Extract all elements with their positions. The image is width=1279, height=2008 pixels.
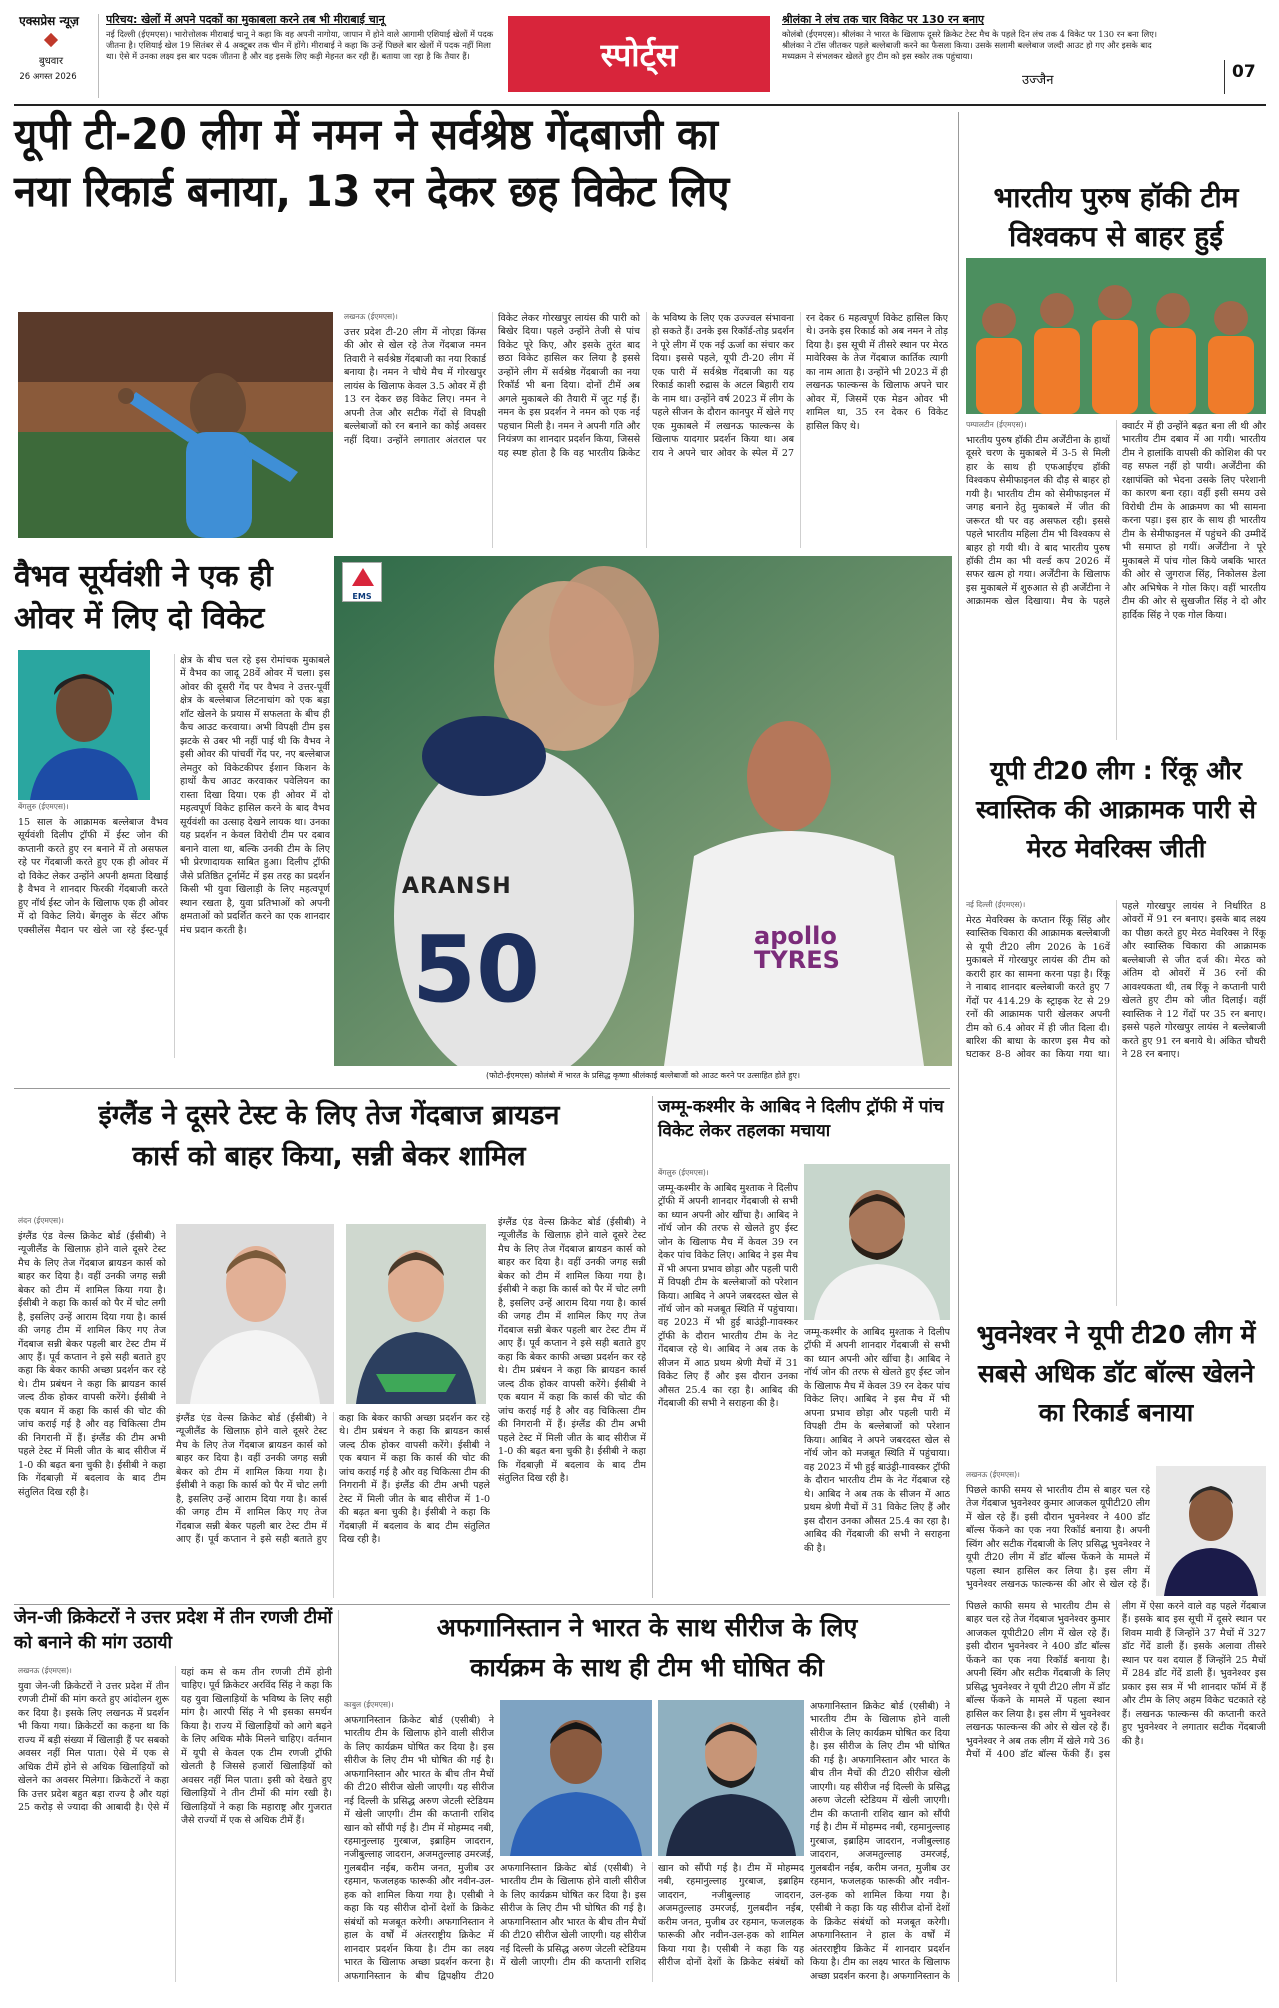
afghan-body-col4 <box>810 1700 950 1982</box>
england-headline-line-1: इंग्लैंड ने दूसरे टेस्ट के लिए तेज गेंदबाज ब्रायडन <box>98 1100 560 1131</box>
england-headline-line-2: कार्स को बाहर किया, सन्नी बेकर शामिल <box>132 1140 526 1172</box>
afghan-player-illustration <box>658 1700 804 1856</box>
jersey-name: ARANSH <box>402 874 512 899</box>
afghan-dateline: काबुल (ईएमएस)। <box>344 1700 394 1709</box>
afghan-text: अफगानिस्तान क्रिकेट बोर्ड (एसीबी) ने भारतीय टीम के खिलाफ होने वाली सीरीज के लिए कार्यक्रम घोषित कर दिया है। इस सीरीज के लिए टीम भी घोषित की गई है। अफगानिस्तान और भारत के बीच तीन मैचों की टी20 सीरीज खेली जाएगी। यह सीरीज नई दिल्ली के प्रसिद्ध अरुण जेटली स्टेडियम में खेली जाएगी। टीम की कप्तानी राशिद खान को सौंपी गई है। टीम में मोहम्मद नबी, रहमानुल्लाह गुरबाज, इब्राहिम जादरान, नजीबुल्लाह जादरान, अजमतुल्लाह उमरजई, गुलबदीन नईब, करीम जनत, मुजीब उर रहमान, फजलहक फारूकी और नवीन-उल-हक को शामिल किया गया है। एसीबी ने कहा कि यह सीरीज दोनों देशों के क्रिकेट संबंधों को मजबूत करेगी। अफगानिस्तान ने हाल के वर्षों में अंतरराष्ट्रीय क्रिकेट में शानदार प्रदर्शन किया है। टीम का लक्ष्य भारत के खिलाफ अच्छा प्रदर्शन करना है। अफगानिस्तान के बीच द्विपक्षीय टी20 <box>344 1714 494 1982</box>
jersey-sponsor: apollo TYRES <box>754 922 840 974</box>
bhuvi-illustration <box>1156 1466 1266 1596</box>
ticker-right-body: कोलंबो (ईएमएस)। श्रीलंका ने भारत के खिलाफ दूसरे क्रिकेट टेस्ट मैच के पहले दिन लंच तक 4 विकेट पर 130 रन बना लिए। श्रीलंका ने टॉस जीतकर पहले बल्लेबाजी करने का फैसला किया। उसके सलामी बल्लेबाज जल्दी आउट हो गए और इसके बाद मध्यक्रम ने संभलकर खेलते हुए टीम को इस स्कोर तक पहुंचाया। <box>782 29 1157 62</box>
bowler-illustration <box>18 312 333 538</box>
city-name: उज्जैन <box>1022 73 1054 88</box>
abid-illustration <box>804 1164 950 1320</box>
bhuvi-text-continued: पिछले काफी समय से भारतीय टीम से बाहर चल रहे तेज गेंदबाज भुवनेश्वर कुमार आजकल यूपीटी20 लीग में खेल रहे हैं। इसी दौरान भुवनेश्वर ने 400 डॉट बॉल्स फेंकने का एक नया रिकॉर्ड बनाया है। अपनी स्विंग और सटीक गेंदबाजी के लिए प्रसिद्ध भुवनेश्वर ने यूपी टी20 लीग में डॉट बॉल्स फेंकने के मामले में पहला स्थान हासिल कर लिया है। इस लीग में भुवनेश्वर लखनऊ फाल्कन्स की ओर से खेल रहे हैं। भुवनेश्वर ने अब तक लीग में खेले गये 36 मैचों में 400 डॉट बॉल्स फेंकी हैं। इस लीग में ऐसा करने वाले वह पहले गेंदबाज हैं। इसके बाद इस सूची में दूसरे स्थान पर शिवम मावी हैं जिन्होंने 37 मैचों में 327 डॉट गेंदें डाली हैं। इसके अलावा तीसरे स्थान पर यश दयाल हैं जिन्होंने 25 मैचों में 284 डॉट गेंदें डाली हैं। भुवनेश्वर इस प्रकार इस सत्र में भी शानदार फॉर्म में हैं और टीम के लिए अहम विकेट चटकाते रहे हैं। लखनऊ फाल्कन्स की कप्तानी करते हुए भुवनेश्वर ने लगातार सटीक गेंदबाजी की है। <box>966 1601 1266 1761</box>
genz-body <box>18 1666 332 1982</box>
baker-illustration <box>346 1224 486 1404</box>
main-story-dateline: लखनऊ (ईएमएस)। <box>344 312 398 321</box>
afghan-photo-2 <box>658 1700 804 1856</box>
england-text-col4: इंग्लैंड एंड वेल्स क्रिकेट बोर्ड (ईसीबी) ने न्यूजीलैंड के खिलाफ़ होने वाले दूसरे टेस्ट मैच के लिए तेज गेंदबाज ब्रायडन कार्स को बाहर कर दिया है। वहीं उनकी जगह सन्नी बेकर को टीम में शामिल किया गया है। ईसीबी ने कहा कि कार्स को पैर में चोट लगी है, इसलिए उन्हें आराम दिया गया है। कार्स की जगह टीम में शामिल किए गए तेज गेंदबाज सन्नी बेकर पहली बार टेस्ट टीम में आए हैं। पूर्व कप्तान ने इसे सही बताते हुए कहा कि बेकर काफी अच्छा प्रदर्शन कर रहे थे। टीम प्रबंधन ने कहा कि ब्रायडन कार्स जल्द ठीक होकर वापसी करेंगे। ईसीबी ने एक बयान में कहा कि कार्स की चोट की जांच कराई गई है और वह चिकित्सा टीम की निगरानी में हैं। इंग्लैंड की टीम अभी पहले टेस्ट में मिली जीत के बाद सीरीज में 1-0 की बढ़त बना चुकी है। ईसीबी ने कहा कि गेंदबाज़ी में बदलाव के बाद टीम संतुलित दिख रही है। <box>498 1217 646 1485</box>
vaibhav-text: 15 साल के आक्रामक बल्लेबाज वैभव सूर्यवंशी दिलीप ट्रॉफी में ईस्ट जोन की कप्तानी करते हुए रन बनाने में तो असफल रहे पर गेंदबाजी करते हुए एक ही ओवर में दो विकेट लेकर उन्होंने अपनी क्षमता दिखाई है वैभव ने शानदार फिरकी गेंदबाजी करते हुए नॉर्थ ईस्ट जोन के खिलाफ एक ही ओवर में दो विकेट लिये। बेंगलुरु के सेंटर ऑफ एक्सीलेंस मैदान पर खेले जा रहे ईस्ट-पूर्व क्षेत्र के बीच चल रहे इस रोमांचक मुकाबले में वैभव का जादू 28वें ओवर में चला। इस ओवर की दूसरी गेंद पर वैभव ने उत्तर-पूर्वी क्षेत्र के बल्लेबाज लिटनाचांग को एक बड़ा शॉट खेलने के प्रयास में सफलता के बीच ही कैच आउट करवाया। अभी विपक्षी टीम इस झटके से उबर भी नहीं पाई थी कि वैभव ने इसी ओवर की पांचवीं गेंद पर, नए बल्लेबाज लेमतुर को विकेटकीपर ईशान किशन के हाथों कैच आउट करवाकर पवेलियन का रास्ता दिखा दिया। एक ही ओवर में दो महत्वपूर्ण विकेट हासिल करने के बाद वैभव सूर्यवंशी का उत्साह देखने लायक था। उनका यह प्रदर्शन न केवल विरोधी टीम पर दबाव बनाने वाला था, बल्कि उनकी टीम के लिए भी प्रेरणादायक साबित हुआ। दिलीप ट्रॉफी जैसे प्रतिष्ठित टूर्नामेंट में इस तरह का प्रदर्शन किसी भी युवा खिलाड़ी के लिए महत्वपूर्ण स्थान रखता है, युवा प्रतिभाओं को अपनी क्षमताओं को प्रदर्शित करने का एक शानदार मंच प्रदान करती है। <box>18 655 330 936</box>
bhuvi-photo <box>1156 1466 1266 1596</box>
abid-text-continued: जम्मू-कश्मीर के आबिद मुश्ताक ने दिलीप ट्रॉफी में अपनी शानदार गेंदबाजी से सभी का ध्यान अपनी ओर खींचा है। आबिद ने नॉर्थ जोन की तरफ से खेलते हुए ईस्ट जोन के खिलाफ मैच में केवल 39 रन देकर पांच विकेट लिए। आबिद ने इस मैच में भी अपना प्रभाव छोड़ा और पहली पारी में विपक्षी टीम के बल्लेबाजों को परेशान किया। आबिद ने अपने जबरदस्त खेल से नॉर्थ जोन को मजबूत स्थिति में पहुंचाया। वह 2023 में भी हुई बाउंड्री-गावस्कर ट्रॉफी के दौरान भारतीय टीम के नेट गेंदबाज रहे थे। आबिद ने अब तक के सीजन में आठ प्रथम श्रेणी मैचों में 31 विकेट लिए हैं और इस दौरान उनका औसत 25.4 का रहा है। आबिद की गेंदबाजी की सभी ने सराहना की है। <box>804 1327 950 1554</box>
section-title: स्पोर्ट्स <box>600 35 678 74</box>
abid-photo <box>804 1164 950 1320</box>
hockey-photo <box>966 258 1266 414</box>
england-photo-carse <box>176 1224 334 1404</box>
afghan-headline-line-1: अफगानिस्तान ने भारत के साथ सीरीज के लिए <box>436 1613 858 1642</box>
afghan-headline <box>344 1608 950 1688</box>
ems-logo-text: EMS <box>352 592 372 601</box>
abid-text: जम्मू-कश्मीर के आबिद मुश्ताक ने दिलीप ट्रॉफी में अपनी शानदार गेंदबाजी से सभी का ध्यान अपनी ओर खींचा है। आबिद ने नॉर्थ जोन की तरफ से खेलते हुए ईस्ट जोन के खिलाफ मैच में केवल 39 रन देकर पांच विकेट लिए। आबिद ने इस मैच में भी अपना प्रभाव छोड़ा और पहली पारी में विपक्षी टीम के बल्लेबाजों को परेशान किया। आबिद ने अपने जबरदस्त खेल से नॉर्थ जोन को मजबूत स्थिति में पहुंचाया। वह 2023 में भी हुई बाउंड्री-गावस्कर ट्रॉफी के दौरान भारतीय टीम के नेट गेंदबाज रहे थे। आबिद ने अब तक के सीजन में आठ प्रथम श्रेणी मैचों में 31 विकेट लिए हैं और इस दौरान उनका औसत 25.4 का रहा है। आबिद की गेंदबाजी की सभी ने सराहना की है। <box>658 1182 798 1410</box>
genz-headline: जेन-जी क्रिकेटरों ने उत्तर प्रदेश में तीन रणजी टीमों को बनाने की मांग उठायी <box>14 1608 333 1653</box>
afghan-photo-1 <box>500 1700 652 1856</box>
rinku-headline: यूपी टी20 लीग : रिंकू और स्वास्तिक की आक्रामक पारी से मेरठ मेवरिक्स जीती <box>976 756 1256 863</box>
england-body-col4 <box>498 1216 646 1598</box>
england-dateline: लंदन (ईएमएस)। <box>18 1216 64 1225</box>
brand-block <box>16 12 86 98</box>
genz-dateline: लखनऊ (ईएमएस)। <box>18 1666 72 1675</box>
main-photo <box>334 556 952 1066</box>
rinku-text: मेरठ मेवरिक्स के कप्तान रिंकू सिंह और स्वास्तिक चिकारा की आक्रामक बल्लेबाजी से यूपी टी20 लीग 2026 के 16वें मुकाबले में गोरखपुर लायंस की टीम को करारी हार का सामना करना पड़ा है। रिंकू ने नाबाद शानदार बल्लेबाजी करते हुए 7 गेंदों पर 414.29 के स्ट्राइक रेट से 29 रनों की आक्रामक पारी खेलकर अपनी टीम को 6.4 ओवर में ही जीत दिला दी। बारिश की बाधा के कारण इस मैच को घटाकर 8-8 ओवर का किया गया था। पहले गोरखपुर लायंस ने निर्धारित 8 ओवरों में 91 रन बनाए। इसके बाद लक्ष्य का पीछा करते हुए मेरठ मेवरिक्स ने रिंकू और स्वास्तिक चिकारा की आक्रामक बल्लेबाजी से जीत दर्ज की। मेरठ को अंतिम दो ओवरों में 36 रनों की आवश्यकता थी, तब रिंकू ने कप्तानी पारी खेलते हुए टीम को जीत दिलाई। वहीं स्वास्तिक ने 12 गेंदों पर 35 रन बनाए। इससे पहले गोरखपुर लायंस ने बल्लेबाजी करते हुए 91 रन बनाये थे। अंकित चौधरी ने 28 रन बनाए। <box>966 901 1266 1061</box>
bhuvi-body-a <box>966 1470 1150 1592</box>
hockey-team-illustration <box>966 258 1266 414</box>
hockey-text: भारतीय पुरुष हॉकी टीम अर्जेंटीना के हाथों दूसरे चरण के मुकाबले में 3-5 से मिली हार के साथ ही एफआईएच हॉकी विश्वकप सेमीफाइनल की दौड़ से बाहर हो गयी है। भारतीय टीम को सेमीफाइनल में जगह बनाने हेतु मुकाबले में जीत की जरूरत थी पर वह असफल रही। इससे पहले भारतीय महिला टीम भी विश्वकप से बाहर हो गयी थी। वे बाद भारतीय पुरुष हॉकी टीम का भी वर्ल्ड कप 2026 में सफर खत्म हो गया। अर्जेंटीना के खिलाफ इस मुकाबले में शुरुआत से ही अर्जेंटीना ने आक्रामक खेल दिखाया। मैच के पहले क्वार्टर में ही उन्होंने बढ़त बना ली थी और भारतीय टीम दबाव में आ गयी। भारतीय टीम ने हालांकि वापसी की कोशिश की पर वह सफल नहीं हो पायी। अर्जेंटीना की रक्षापंक्ति को भेदना उसके लिए परेशानी का कारण बना रहा। वहीं इसी समय उसे विरोधी टीम के आक्रमण का भी सामना करना पड़ा। इस हार के साथ ही भारतीय टीम के सेमीफाइनल में पहुंचने की उम्मीदें भी समाप्त हो गयीं। अर्जेंटीना ने पूरे मुकाबले में पांच गोल किये जबकि भारत की ओर से जुगराज सिंह, निकोलस डेला और अभिषेक ने गोल किए। वहीं भारतीय टीम की ओर से सुखजीत सिंह ने दो और हार्दिक सिंह ने एक गोल किया। <box>966 421 1266 621</box>
main-photo-caption: (फोटो-ईएमएस) कोलंबो में भारत के प्रसिद्ध कृष्णा श्रीलंकाई बल्लेबाजों को आउट करने पर उत्साहित होते हुए। <box>486 1071 800 1080</box>
main-headline-line-1: यूपी टी-20 लीग में नमन ने सर्वश्रेष्ठ गेंदबाजी का <box>14 110 718 160</box>
hockey-body <box>966 420 1266 740</box>
bhuvi-headline: भुवनेश्वर ने यूपी टी20 लीग में सबसे अधिक डॉट बॉल्स खेलने का रिकार्ड बनाया <box>976 1320 1256 1427</box>
issue-date: 26 अगस्त 2026 <box>19 72 77 82</box>
afghan-text-col4: अफगानिस्तान क्रिकेट बोर्ड (एसीबी) ने भारतीय टीम के खिलाफ होने वाली सीरीज के लिए कार्यक्रम घोषित कर दिया है। इस सीरीज के लिए टीम भी घोषित की गई है। अफगानिस्तान और भारत के बीच तीन मैचों की टी20 सीरीज खेली जाएगी। यह सीरीज नई दिल्ली के प्रसिद्ध अरुण जेटली स्टेडियम में खेली जाएगी। टीम की कप्तानी राशिद खान को सौंपी गई है। टीम में मोहम्मद नबी, रहमानुल्लाह गुरबाज, इब्राहिम जादरान, नजीबुल्लाह जादरान, अजमतुल्लाह उमरजई, गुलबदीन नईब, करीम जनत, मुजीब उर रहमान, फजलहक फारूकी और नवीन-उल-हक को शामिल किया गया है। एसीबी ने कहा कि यह सीरीज दोनों देशों के क्रिकेट संबंधों को मजबूत करेगी। अफगानिस्तान ने हाल के वर्षों में अंतरराष्ट्रीय क्रिकेट में शानदार प्रदर्शन किया है। टीम का लक्ष्य भारत के खिलाफ अच्छा प्रदर्शन करना है। अफगानिस्तान के <box>810 1701 950 1982</box>
england-body-rest <box>176 1412 490 1598</box>
page-number: 07 <box>1232 62 1256 82</box>
england-text: इंग्लैंड एंड वेल्स क्रिकेट बोर्ड (ईसीबी) ने न्यूजीलैंड के खिलाफ़ होने वाले दूसरे टेस्ट मैच के लिए तेज गेंदबाज ब्रायडन कार्स को बाहर कर दिया है। वहीं उनकी जगह सन्नी बेकर को टीम में शामिल किया गया है। ईसीबी ने कहा कि कार्स को पैर में चोट लगी है, इसलिए उन्हें आराम दिया गया है। कार्स की जगह टीम में शामिल किए गए तेज गेंदबाज सन्नी बेकर पहली बार टेस्ट टीम में आए हैं। पूर्व कप्तान ने इसे सही बताते हुए कहा कि बेकर काफी अच्छा प्रदर्शन कर रहे थे। टीम प्रबंधन ने कहा कि ब्रायडन कार्स जल्द ठीक होकर वापसी करेंगे। ईसीबी ने एक बयान में कहा कि कार्स की चोट की जांच कराई गई है और वह चिकित्सा टीम की निगरानी में हैं। इंग्लैंड की टीम अभी पहले टेस्ट में मिली जीत के बाद सीरीज में 1-0 की बढ़त बना चुकी है। ईसीबी ने कहा कि गेंदबाज़ी में बदलाव के बाद टीम संतुलित दिख रही है। <box>18 1230 166 1498</box>
afghan-body-mid <box>500 1862 804 1982</box>
afghan-body-col1 <box>344 1700 494 1982</box>
afghan-text-continued: अफगानिस्तान क्रिकेट बोर्ड (एसीबी) ने भारतीय टीम के खिलाफ होने वाली सीरीज के लिए कार्यक्रम घोषित कर दिया है। इस सीरीज के लिए टीम भी घोषित की गई है। अफगानिस्तान और भारत के बीच तीन मैचों की टी20 सीरीज खेली जाएगी। यह सीरीज नई दिल्ली के प्रसिद्ध अरुण जेटली स्टेडियम में खेली जाएगी। टीम की कप्तानी राशिद खान को सौंपी गई है। टीम में मोहम्मद नबी, रहमानुल्लाह गुरबाज, इब्राहिम जादरान, नजीबुल्लाह जादरान, अजमतुल्लाह उमरजई, गुलबदीन नईब, करीम जनत, मुजीब उर रहमान, फजलहक फारूकी और नवीन-उल-हक को शामिल किया गया है। एसीबी ने कहा कि यह सीरीज दोनों देशों के क्रिकेट संबंधों को <box>500 1863 804 1969</box>
ticker-left <box>106 12 498 98</box>
abid-body-col1 <box>658 1168 798 1598</box>
bhuvi-text: पिछले काफी समय से भारतीय टीम से बाहर चल रहे तेज गेंदबाज भुवनेश्वर कुमार आजकल यूपीटी20 लीग में खेल रहे हैं। इसी दौरान भुवनेश्वर ने 400 डॉट बॉल्स फेंकने का एक नया रिकॉर्ड बनाया है। अपनी स्विंग और सटीक गेंदबाजी के लिए प्रसिद्ध भुवनेश्वर ने यूपी टी20 लीग में डॉट बॉल्स फेंकने के मामले में पहला स्थान हासिल कर लिया है। इस लीग में भुवनेश्वर लखनऊ फाल्कन्स की ओर से खेल रहे हैं। <box>966 1484 1150 1591</box>
hockey-headline: भारतीय पुरुष हॉकी टीम विश्वकप से बाहर हुई <box>993 181 1239 254</box>
vaibhav-dateline: बेंगलुरु (ईएमएस)। <box>18 802 69 811</box>
carse-illustration <box>176 1224 334 1404</box>
main-story-text: उत्तर प्रदेश टी-20 लीग में नोएडा किंग्स की ओर से खेल रहे तेज गेंदबाज नमन तिवारी ने सर्वश्रेष्ठ गेंदबाजी का नया रिकार्ड बनाया है। नमन ने चौथे मैच में गोरखपुर लायंस के खिलाफ केवल 3.5 ओवर में ही 13 रन देकर छह विकेट लिए। नमन ने अपनी तेज और सटीक गेंदों से विपक्षी बल्लेबाजों को रन बनाने का कोई अवसर नहीं दिया। उन्होंने लगातार अंतराल पर विकेट लेकर गोरखपुर लायंस की पारी को बिखेर दिया। पहले उन्होंने तेजी से पांच विकेट पूरे किए, और इसके तुरंत बाद छठा विकेट हासिल कर लिया है इससे उन्होंने लीग में सर्वश्रेष्ठ गेंदबाजी का नया रिकॉर्ड भी बना दिया। दोनों टीमें अब अगले मुकाबले की तैयारी में जुट गई हैं। नमन के इस प्रदर्शन ने नमन को एक नई पहचान मिली है। नमन ने अपनी गति और नियंत्रण का शानदार प्रदर्शन किया, जिससे यह स्पष्ट होता है कि वह भारतीय क्रिकेट के भविष्य के लिए एक उज्ज्वल संभावना हो सकते हैं। उनके इस रिकॉर्ड-तोड़ प्रदर्शन ने पूरे लीग में एक नई ऊर्जा का संचार कर दिया। इससे पहले, यूपी टी-20 लीग में एक पारी में सर्वश्रेष्ठ गेंदबाजी का यह रिकार्ड काशी रुद्रास के अटल बिहारी राय के नाम था। उन्होंने वर्ष 2023 में लीग के पहले सीजन के दौरान कानपुर में खेले गए एक मुकाबले में लखनऊ फाल्कन्स के खिलाफ यादगार प्रदर्शन किया था। अब राय ने अपने चार ओवर के स्पेल में 27 रन देकर 6 महत्वपूर्ण विकेट हासिल किए थे। उनके इस रिकार्ड को अब नमन ने तोड़ दिया है। इस सूची में तीसरे स्थान पर मेरठ मावेरिक्स के तेज गेंदबाज कार्तिक त्यागी का नाम आता है। उन्होंने भी 2023 में ही लखनऊ फाल्कन्स के खिलाफ अपने चार ओवर में, जिसमें एक मेडन ओवर भी शामिल था, 35 रन देकर 6 विकेट हासिल किए थे। <box>344 313 948 459</box>
indian-player-illustration <box>500 1700 652 1856</box>
ticker-left-body: नई दिल्ली (ईएमएस)। भारोत्तोलक मीराबाई चानू ने कहा कि वह अपनी नागोया, जापान में होने वाले आगामी एशियाई खेलों में पदक जीतना है। एशियाई खेल 19 सितंबर से 4 अक्टूबर तक चीन में होंगे। मीराबाई ने कहा कि उन्हें पिछले बार खेलों में पदक नहीं मिला था। ऐसे में उनका लक्ष्य इस बार पदक जीतना है और वह इसके लिए कड़ी मेहनत कर रही हैं। बताया जा रहा है कि तैयार हैं। <box>106 29 494 62</box>
main-story-body <box>344 312 948 548</box>
brand-diamond-icon <box>44 33 58 47</box>
ticker-right <box>782 12 1168 98</box>
abid-body-col2 <box>804 1326 950 1598</box>
bhuvi-body-b <box>966 1600 1266 1982</box>
ems-logo-badge <box>342 562 382 602</box>
main-headline <box>14 110 949 217</box>
naman-photo <box>18 312 333 538</box>
bhuvi-dateline: लखनऊ (ईएमएस)। <box>966 1470 1020 1479</box>
abid-dateline: बेंगलुरु (ईएमएस)। <box>658 1168 709 1177</box>
hockey-dateline: पम्पालटीन (ईएमएस)। <box>966 420 1027 429</box>
rinku-dateline: नई दिल्ली (ईएमएस)। <box>966 900 1026 909</box>
ticker-left-title: परिचय: खेलों में अपने पदकों का मुकाबला करने तब भी मीराबाई चानू <box>106 13 385 26</box>
vaibhav-headline: वैभव सूर्यवंशी ने एक ही ओवर में लिए दो विकेट <box>14 559 273 636</box>
england-photo-baker <box>346 1224 486 1404</box>
brand-name: एक्सप्रेस न्यूज़ <box>19 14 79 28</box>
rinku-body <box>966 900 1266 1306</box>
main-headline-line-2: नया रिकार्ड बनाया, 13 रन देकर छह विकेट लिए <box>14 167 730 217</box>
afghan-headline-line-2: कार्यक्रम के साथ ही टीम भी घोषित की <box>470 1653 824 1682</box>
ems-logo-icon <box>352 568 374 586</box>
england-headline <box>14 1096 644 1177</box>
abid-headline: जम्मू-कश्मीर के आबिद ने दिलीप ट्रॉफी में पांच विकेट लेकर तहलका मचाया <box>658 1097 944 1141</box>
england-body-col1 <box>18 1216 166 1598</box>
vaibhav-body <box>18 654 330 1058</box>
england-text-continued: इंग्लैंड एंड वेल्स क्रिकेट बोर्ड (ईसीबी) ने न्यूजीलैंड के खिलाफ़ होने वाले दूसरे टेस्ट मैच के लिए तेज गेंदबाज ब्रायडन कार्स को बाहर कर दिया है। वहीं उनकी जगह सन्नी बेकर को टीम में शामिल किया गया है। ईसीबी ने कहा कि कार्स को पैर में चोट लगी है, इसलिए उन्हें आराम दिया गया है। कार्स की जगह टीम में शामिल किए गए तेज गेंदबाज सन्नी बेकर पहली बार टेस्ट टीम में आए हैं। पूर्व कप्तान ने इसे सही बताते हुए कहा कि बेकर काफी अच्छा प्रदर्शन कर रहे थे। टीम प्रबंधन ने कहा कि ब्रायडन कार्स जल्द ठीक होकर वापसी करेंगे। ईसीबी ने एक बयान में कहा कि कार्स की चोट की जांच कराई गई है और वह चिकित्सा टीम की निगरानी में हैं। इंग्लैंड की टीम अभी पहले टेस्ट में मिली जीत के बाद सीरीज में 1-0 की बढ़त बना चुकी है। ईसीबी ने कहा कि गेंदबाज़ी में बदलाव के बाद टीम संतुलित दिख रही है। <box>176 1413 490 1546</box>
section-banner <box>508 16 770 92</box>
genz-text: युवा जेन-जी क्रिकेटरों ने उत्तर प्रदेश में तीन रणजी टीमों की मांग करते हुए आंदोलन शुरू कर दिया है। इसके लिए लखनऊ में प्रदर्शन भी किया गया। क्रिकेटरों का कहना था कि राज्य में बड़ी संख्या में खिलाड़ी हैं पर सबको अवसर नहीं मिल पाता। ऐसे में एक से अधिक टीमें होने से अधिक खिलाड़ियों को खेलने का अवसर मिलेगा। क्रिकेटरों ने कहा कि उत्तर प्रदेश बहुत बड़ा राज्य है और यहां 25 करोड़ से ज्यादा की आबादी है। ऐसे में यहां कम से कम तीन रणजी टीमें होनी चाहिए। पूर्व क्रिकेटर अरविंद सिंह ने कहा कि यह युवा खिलाड़ियों के भविष्य के लिए सही मांग है। आरपी सिंह ने भी इसका समर्थन किया है। राज्य में खिलाड़ियों को आगे बढ़ने के लिए अधिक मौके मिलने चाहिए। वर्तमान में यूपी से केवल एक टीम रणजी ट्रॉफी खेलती है जिससे हजारों खिलाड़ियों को अवसर नहीं मिल पाता। इसी को देखते हुए खिलाड़ियों ने तीन टीमों की मांग रखी है। खिलाड़ियों ने कहा कि महाराष्ट्र और गुजरात जैसे राज्यों में एक से अधिक टीमें हैं। <box>18 1667 332 1827</box>
jersey-number: 50 <box>412 916 541 1023</box>
ticker-right-title: श्रीलंका ने लंच तक चार विकेट पर 130 रन बनाए <box>782 13 985 26</box>
issue-day: बुधवार <box>38 56 64 67</box>
